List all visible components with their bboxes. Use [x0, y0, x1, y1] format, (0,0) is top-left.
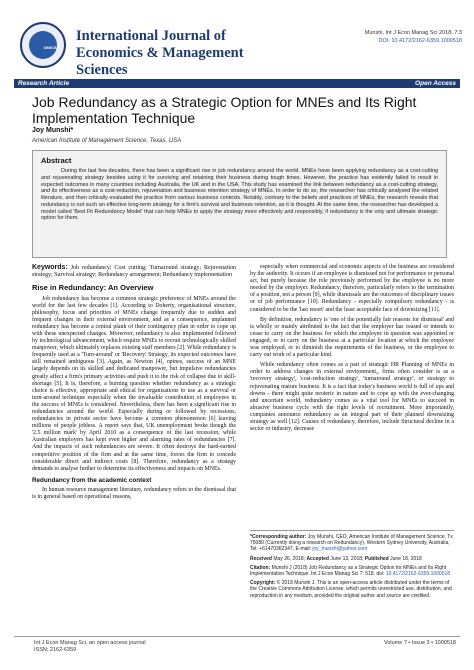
body-paragraph: By definition, redundancy is 'one of the potentially fair reasons for dismissal' and is wholly or mainly attributed to the fact that the employer has ceased or intends to cease to carry on the business for which the employee in question was appointed or engaged, or to carry on the business at a particular location at which the employee was employed, or to diminish the requirements of the business, or the employee to carry out work of a particular kind.	[250, 316, 454, 359]
footer-issn: ISSN: 2162-6359	[34, 647, 77, 653]
open-access-tag: Open Access	[415, 80, 456, 87]
citation-doi-link[interactable]: 10.4172/2162-6359.1000518	[385, 571, 451, 578]
dates-note: Received May 26, 2018; Accepted June 13, 2018; Published June 18, 2018	[250, 555, 422, 562]
footer-left	[34, 640, 146, 654]
keywords-text: Job redundancy; Cost cutting; Turnaround strategy; Rejuvenation strategy; Survival strategy; Redundancy arrangement; Redundancy implementation	[32, 265, 236, 279]
abstract-heading: Abstract	[41, 156, 72, 165]
keywords	[32, 264, 236, 279]
body-paragraph: In human resource management literature, redundancy refers to the dismissal that is in general based on operational reasons,	[32, 486, 236, 501]
body-paragraph: Job redundancy has become a common strategic preference of MNEs around the world for the last few decades [1]. According to Doherty, organisational structure, philosophy, focus and priorities of MNEs change frequently due to sudden and frequent changes in their external environment, and as a consequence, unplanned redundancy has become a central plank of their contingency plan in order to cope up with these unexpected changes. Moreover, redundancy is also implemented followed by technological advancement, which require MNEs to recruit technologically skilled manpower, which ultimately replaces existing staff members [2]. While redundancy is frequently used as a 'Turn-around' or 'Recovery' Strategy, its expected outcomes have still remained ambiguous [3]. Again, as Newton [4], opines, success of an MNE largely depends on its skilled and dedicated manpower, but impulsive redundancies greatly affect a firm's primary activities and push it to the risk of collapse due to skill-shortage [5]. It is, therefore, a burning question whether redundancy as a strategic choice is effective, appropriate and ethical for organisations to use as a survival or turn-around technique especially when the invaluable contribution of employees in the success of MNEs is considered. Nevertheless, there has been a significant rise in redundancies around the world. Especially during or followed by recessions, redundancies in private sector have become a common phenomenon [6] leaving millions of people jobless. A report says that, UK unemployment broke though the '2.5 million mark' by April 2010 as a consequence of the last recession, while Australian employers has kept even higher and alarming rates of redundancies [7]. And the impacts of such redundancies are severe. It often destroys the hard-earned competitive position of the firm and at the same time, forces the firm to concede considerable direct and indirect costs [8]. Therefore, redundancy as a strategy demands to analyse further to determine its effectiveness and impacts on MNEs.	[32, 295, 236, 472]
abstract-box	[32, 150, 447, 258]
journal-header	[0, 0, 474, 78]
journal-logo-icon	[20, 22, 66, 68]
footnotes	[250, 530, 454, 602]
research-article-tag: Research Article	[18, 80, 70, 87]
logo-globe-icon	[29, 31, 57, 59]
email-link[interactable]: joy_munshi@yahoo.com	[312, 546, 368, 553]
author-name: Joy Munshi*	[32, 127, 74, 134]
subsection-heading-academic: Redundancy from the academic context	[32, 476, 152, 484]
copyright-note: Copyright: © 2018 Munshi J. This is an open-access article distributed under the terms of the Creative Commons Attribution License, which permits unrestricted use, distribution, and reproduction in any medium, provided the original author and source are credited.	[250, 580, 452, 599]
author-affiliation: American Institute of Management Science, Texas, USA	[32, 138, 182, 144]
corresponding-author-note: *Corresponding author: Joy Munshi, CEO, American Institute of Management Science, Tx 75080 (Currently doing a research on Redundancy), Western Sydney University, Australia, Tel: +61470362347, E-mail: joy_munshi@yahoo.com	[250, 534, 453, 553]
footer-journal: Int J Econ Manag Sci, an open access journal	[34, 640, 146, 646]
citation-line: Munshi, Int J Econ Manag Sci 2018, 7:3	[364, 30, 462, 36]
keywords-label: Keywords:	[32, 264, 68, 271]
abstract-text: During the last few decades, there has been a significant rise in job redundancy around the world. MNEs have been applying redundancy as a cost-cutting and rejuvenating strategy besides using it for surviving and retaining their business during tough times. However, the practice has evidently failed to result in expected outcomes in many countries including Australia, the UK and in the USA. This study has examined the link between redundancy as a cost-cutting strategy, and its effectiveness as a cost-reduction, rejuvenation and business retention strategy of MNEs. In order to do so, the researcher has critically analysed the related literature, and then critically evaluated the practice from various business contexts. Notably, contrary to the beliefs and practices of MNEs, the research reveals that redundancy is not such an effective long-term strategy for a firm's survival and business retention, as it is thought. At the same time, the researcher has developed a model called 'Best Fit Redundancy Model' that can help MNEs to apply the strategy more effectively and responsibly, if redundancy is the only and ultimate strategic option for them.	[41, 168, 438, 222]
body-paragraph: While redundancy often comes as a part of strategic HR Planning of MNEs in order to address changes in external environment,, firms often consider is as a 'recovery strategy', 'cost-reduction strategy', 'turnaround strategy', or strategy to rejuvenating mature business. It is a fact that today's business world is full of ups and downs - there might quite neoteric in nature and to cope up with the ever-changing and uncertain world, redundancy comes as a vital tool for MNEs to succeed in abrasive business cycle with the right levels of recruitment. More importantly, companies announce redundancy as an integral part of their planned downsizing strategy as well [12]. Causes of redundancy, therefore, include Structural decline in a sector or industry, decrease	[250, 362, 454, 433]
logo-text: OMICS	[43, 45, 57, 50]
body-paragraph: especially when commercial and economic aspects of the business are considered by the authority. It occurs if an employee is dismissed not for performance or personal act, but purely because the role previously performed by the employee is no more needed by the employer. Redundancy, therefore, particularly refers to the termination of a position, not a person [9], while dismissals are the outcomes of disciplinary issues or of job performance [10]. Redundancy - especially compulsory redundancy - is considered to be the 'last resort' and the least acceptable face of downsizing [11].	[250, 264, 454, 313]
section-heading-overview: Rise in Redundancy: An Overview	[32, 283, 154, 293]
citation-note: Citation: Munshi J (2018) Job Redundancy as a Strategic Option for MNEs and Its Right Implementation Technique. Int J Econ Manag Sci 7: 518. doi: 10.4172/2162-6359.1000518	[250, 564, 451, 578]
right-column	[250, 264, 454, 436]
left-column	[32, 264, 236, 504]
citation-meta	[282, 30, 462, 45]
footer-volume: Volume 7 • Issue 3 • 1000518	[383, 640, 456, 646]
page-footer	[14, 636, 460, 653]
article-title: Job Redundancy as a Strategic Option for MNEs and Its Right Implementation Technique	[32, 94, 417, 126]
journal-title: International Journal of Economics & Management Sciences	[76, 28, 244, 78]
article-type-bar	[14, 79, 460, 88]
doi-link[interactable]: DOI: 10.4172/2162-6359.1000518	[378, 37, 462, 44]
